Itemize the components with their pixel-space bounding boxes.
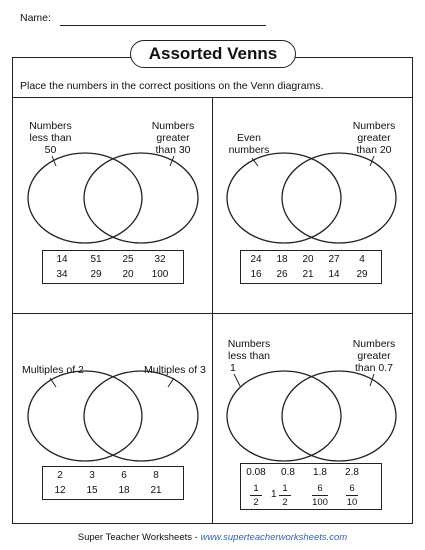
fraction-denominator: 2	[253, 497, 259, 508]
number: 8	[153, 470, 159, 481]
number: 32	[154, 254, 166, 265]
label-line: less than	[29, 132, 72, 144]
name-label: Name:	[20, 12, 51, 24]
number: 1.8	[313, 467, 327, 478]
number: 100	[151, 269, 169, 280]
label-line: than 30	[155, 144, 191, 156]
label-line: 1	[230, 362, 236, 374]
number: 18	[118, 485, 130, 496]
number: 0.08	[246, 467, 266, 478]
number: 2	[57, 470, 63, 481]
fraction-denominator: 100	[312, 497, 328, 508]
footer	[0, 532, 425, 543]
number: 29	[90, 269, 102, 280]
number: 51	[90, 254, 102, 265]
fraction-bar	[279, 495, 291, 496]
fraction-bar	[346, 495, 358, 496]
venn-circle-right[interactable]	[282, 371, 396, 461]
number: 25	[122, 254, 134, 265]
number: 20	[302, 254, 314, 265]
venn-circle-left[interactable]	[227, 371, 341, 461]
fraction-numerator: 6	[349, 483, 355, 494]
label-line: Multiples of 2	[22, 364, 84, 376]
pointer-line	[234, 374, 240, 386]
number: 29	[356, 269, 368, 280]
label-line: 50	[44, 144, 57, 156]
number: 20	[122, 269, 134, 280]
number: 27	[328, 254, 340, 265]
number: 24	[250, 254, 262, 265]
number: 26	[276, 269, 288, 280]
fraction	[305, 483, 335, 508]
label-line: numbers	[228, 144, 270, 156]
label-line: Numbers	[352, 120, 396, 132]
number: 0.8	[281, 467, 295, 478]
label-line: greater	[357, 350, 391, 362]
number: 3	[89, 470, 95, 481]
number: 34	[56, 269, 68, 280]
fraction	[241, 483, 271, 508]
label-line: Even	[237, 132, 261, 144]
fraction	[337, 483, 367, 508]
label-line: Numbers	[227, 338, 271, 350]
fraction-bar	[250, 495, 262, 496]
label-line: greater	[357, 132, 391, 144]
number: 21	[302, 269, 314, 280]
number: 12	[54, 485, 66, 496]
number: 18	[276, 254, 288, 265]
number: 6	[121, 470, 127, 481]
number: 21	[150, 485, 162, 496]
fraction-numerator: 1	[253, 483, 259, 494]
number: 16	[250, 269, 262, 280]
worksheet-title: Assorted Venns	[130, 40, 296, 68]
number: 14	[328, 269, 340, 280]
label-line: Numbers	[29, 120, 72, 132]
label-line: greater	[156, 132, 190, 144]
number: 2.8	[345, 467, 359, 478]
footer-link[interactable]: www.superteacherworksheets.com	[200, 532, 348, 543]
fraction-denominator: 2	[282, 497, 288, 508]
label-line: Numbers	[151, 120, 195, 132]
number: 15	[86, 485, 98, 496]
label-line: Numbers	[352, 338, 396, 350]
label-line: than 0.7	[355, 362, 393, 374]
fraction-denominator: 10	[346, 497, 358, 508]
label-line: less than	[227, 350, 271, 362]
label-line: than 20	[356, 144, 392, 156]
fraction-bar	[312, 495, 328, 496]
fraction	[270, 483, 300, 508]
number-box	[240, 463, 382, 510]
number: 4	[359, 254, 365, 265]
fraction-numerator: 6	[317, 483, 323, 494]
whole-number: 1	[271, 489, 277, 500]
footer-brand: Super Teacher Worksheets -	[77, 532, 201, 543]
instructions: Place the numbers in the correct positions on the Venn diagrams.	[20, 80, 324, 92]
fraction-numerator: 1	[282, 483, 288, 494]
number: 14	[56, 254, 68, 265]
label-line: Multiples of 3	[144, 364, 206, 376]
